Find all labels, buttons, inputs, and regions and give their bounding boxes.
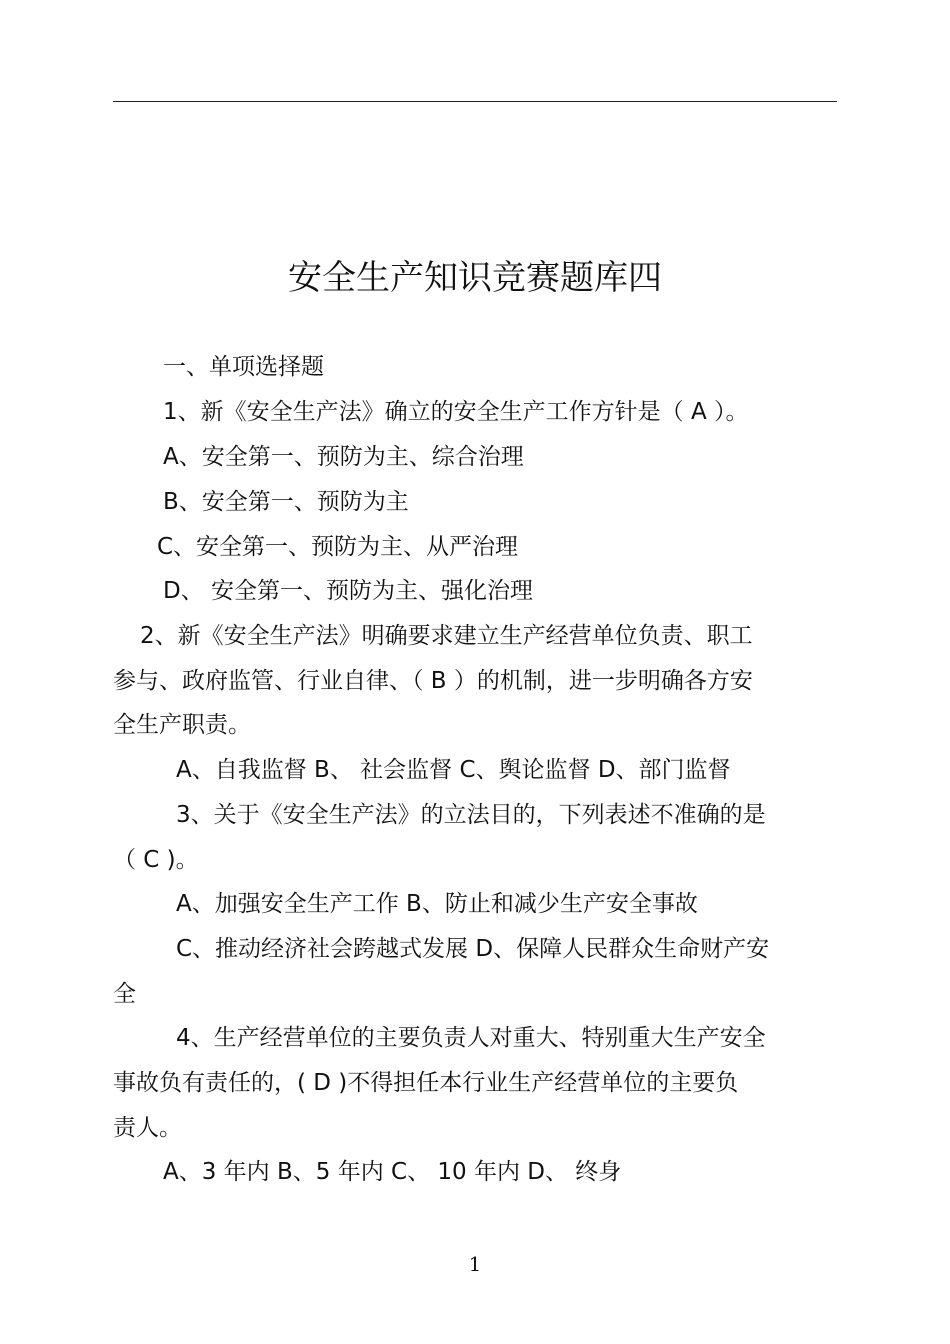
section-heading: 一、单项选择题 <box>163 354 324 380</box>
q3-options-line2: C、推动经济社会跨越式发展 D、保障人民群众生命财产安 <box>176 936 770 962</box>
q1-option-a: A、安全第一、预防为主、综合治理 <box>163 444 524 470</box>
q4-stem-line1: 4、生产经营单位的主要负责人对重大、特别重大生产安全 <box>176 1025 766 1051</box>
page-number: 1 <box>468 1252 482 1276</box>
q2-stem-line3: 全生产职责。 <box>113 712 251 738</box>
q3-stem-line2: （ C )。 <box>113 847 199 873</box>
q4-stem-line3: 责人。 <box>113 1115 182 1141</box>
header-rule <box>113 101 837 102</box>
q2-stem-line2: 参与、政府监管、行业自律、（ B ）的机制，进一步明确各方安 <box>113 668 753 694</box>
q3-stem-line1: 3、关于《安全生产法》的立法目的，下列表述不准确的是 <box>176 802 766 828</box>
q4-stem-line2: 事故负有责任的，( D )不得担任本行业生产经营单位的主要负 <box>113 1070 739 1096</box>
q1-stem: 1、新《安全生产法》确立的安全生产工作方针是（ A ）。 <box>163 399 749 425</box>
q1-option-c: C、安全第一、预防为主、从严治理 <box>157 534 519 560</box>
q2-stem-line1: 2、新《安全生产法》明确要求建立生产经营单位负责、职工 <box>140 623 753 649</box>
q2-options: A、自我监督 B、 社会监督 C、舆论监督 D、部门监督 <box>176 757 731 783</box>
q3-options-line1: A、加强安全生产工作 B、防止和减少生产安全事故 <box>176 891 698 917</box>
document-title: 安全生产知识竞赛题库四 <box>288 258 662 298</box>
q1-option-d: D、 安全第一、预防为主、强化治理 <box>163 578 534 604</box>
q3-options-line3: 全 <box>113 981 136 1007</box>
q4-options: A、3 年内 B、5 年内 C、 10 年内 D、 终身 <box>163 1159 622 1185</box>
q1-option-b: B、安全第一、预防为主 <box>163 489 409 515</box>
